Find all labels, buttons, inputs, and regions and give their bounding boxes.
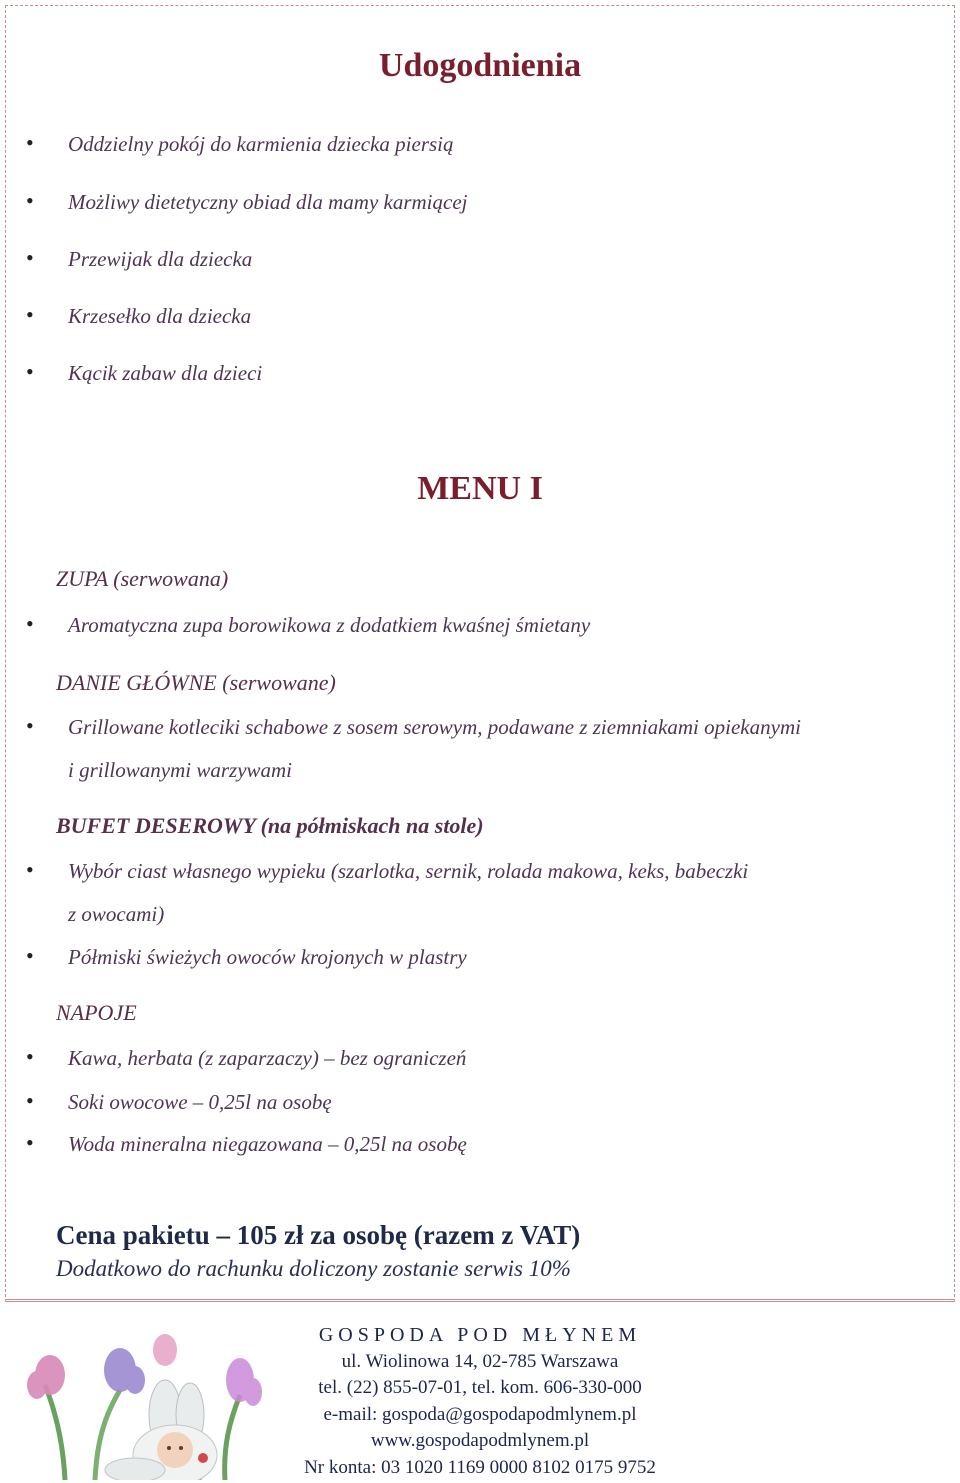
address: ul. Wiolinowa 14, 02-785 Warszawa	[341, 1350, 619, 1372]
soup-heading: ZUPA (serwowana)	[56, 566, 229, 591]
email: e-mail: gospoda@gospodapodmlynem.pl	[323, 1403, 637, 1425]
list-item-continuation: i grillowanymi warzywami	[68, 758, 293, 782]
list-item: • Kącik zabaw dla dzieci	[68, 360, 262, 386]
list-item: • Krzesełko dla dziecka	[68, 303, 251, 329]
list-item: • Woda mineralna niegazowana – 0,25l na osobę	[68, 1131, 467, 1157]
contact-footer	[265, 1322, 695, 1481]
list-item: • Przewijak dla dziecka	[68, 246, 252, 272]
website: www.gospodapodmlynem.pl	[370, 1430, 590, 1451]
baby-flowers-illustration	[25, 1330, 265, 1480]
list-item: • Kawa, herbata (z zaparzaczy) – bez ograniczeń	[68, 1045, 466, 1071]
list-item: • Wybór ciast własnego wypieku (szarlotka, sernik, rolada makowa, keks, babeczki	[68, 858, 748, 884]
list-item: • Oddzielny pokój do karmienia dziecka piersią	[68, 131, 454, 157]
restaurant-name: GOSPODA POD MŁYNEM	[318, 1324, 642, 1346]
phone-numbers: tel. (22) 855-07-01, tel. kom. 606-330-000	[318, 1377, 642, 1398]
dessert-heading: BUFET DESEROWY (na półmiskach na stole)	[56, 813, 484, 838]
list-item: • Soki owocowe – 0,25l na osobę	[68, 1089, 332, 1115]
package-price: Cena pakietu – 105 zł za osobę (razem z VAT)	[56, 1220, 581, 1250]
list-item: • Grillowane kotleciki schabowe z sosem serowym, podawane z ziemniakami opiekanymi	[68, 714, 801, 740]
list-item-continuation: z owocami)	[68, 902, 165, 926]
list-item: • Półmiski świeżych owoców krojonych w plastry	[68, 944, 467, 970]
drinks-heading: NAPOJE	[56, 1000, 137, 1025]
list-item: • Aromatyczna zupa borowikowa z dodatkiem kwaśnej śmietany	[68, 612, 590, 638]
service-note: Dodatkowo do rachunku doliczony zostanie serwis 10%	[56, 1256, 571, 1281]
list-item: • Możliwy dietetyczny obiad dla mamy karmiącej	[68, 189, 467, 215]
amenities-title: Udogodnienia	[378, 47, 582, 84]
main-course-heading: DANIE GŁÓWNE (serwowane)	[56, 670, 336, 695]
bank-account: Nr konta: 03 1020 1169 0000 8102 0175 9752	[304, 1456, 656, 1478]
menu-title: MENU I	[417, 470, 543, 507]
